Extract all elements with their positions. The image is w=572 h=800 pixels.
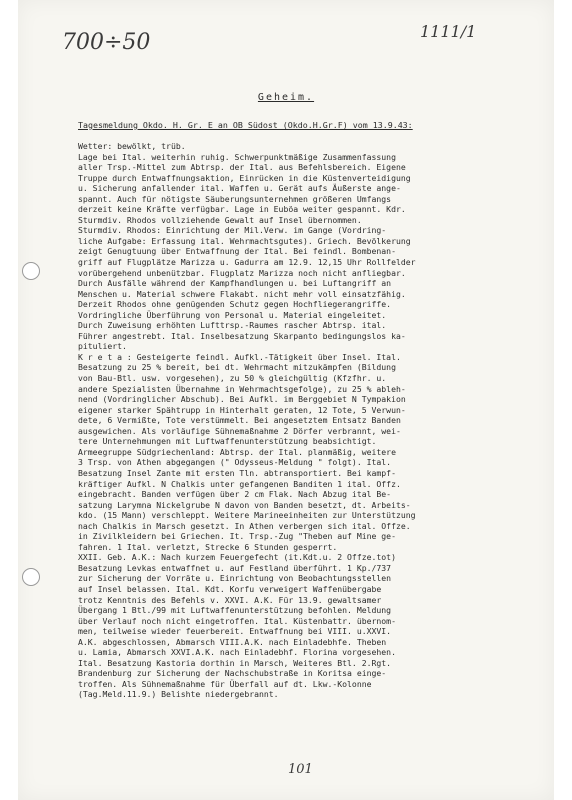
text-line: 3 Trsp. von Athen abgegangen (" Odysseus-Meldung " folgt). Ital. — [78, 457, 392, 468]
text-line: Truppe durch Entwaffnungsaktion, Einrücken in die Küstenverteidigung — [78, 172, 411, 183]
text-line: satzung Larymna Nickelgrube N davon von Banden besetzt, dt. Arbeits- — [78, 499, 411, 510]
text-line: Vordringliche Überführung von Personal u. Material eingeleitet. — [78, 309, 387, 320]
text-line: XXII. Geb. A.K.: Nach kurzem Feuergefecht (it.Kdt.u. 2 Offze.tot) — [78, 552, 396, 563]
text-line: Besatzung Levkas entwaffnet u. auf Festland überführt. 1 Kp./737 — [78, 562, 392, 573]
text-line: men, teilweise wieder feuerbereit. Entwaffnung bei VIII. u.XXVI. — [78, 626, 392, 637]
text-line: griff auf Flugplätze Marizza u. Gadurra am 12.9. 12,15 Uhr Rollfelder — [78, 257, 416, 268]
text-line: auf Insel belassen. Ital. Kdt. Korfu verweigert Waffenübergabe — [78, 583, 382, 594]
text-line: Ital. Besatzung Kastoria dorthin in Marsch, Weiteres Btl. 2.Rgt. — [78, 657, 392, 668]
text-line: (Tag.Meld.11.9.) Belishte niedergebrannt. — [78, 689, 279, 700]
text-line: nach Chalkis in Marsch gesetzt. In Athen verbergen sich ital. Offze. — [78, 520, 411, 531]
text-line: Übergang 1 Btl./99 mit Luftwaffenunterstützung befohlen. Meldung — [78, 605, 392, 616]
document-title: Geheim. — [257, 92, 315, 103]
text-line: Besatzung Insel Zante mit ersten Tln. abtransportiert. Bei kampf- — [78, 467, 396, 478]
text-line: spannt. Auch für nötigste Säuberungsunternehmen größeren Umfangs — [78, 193, 392, 204]
text-line: Armeegruppe Südgriechenland: Abtrsp. der Ital. planmäßig, weitere — [78, 446, 396, 457]
text-line: kräftiger Aufkl. N Chalkis unter gefangenen Banditen 1 ital. Offz. — [78, 478, 401, 489]
text-line: aller Trsp.-Mittel zum Abtrsp. der Ital. aus Befehlsbereich. Eigene — [78, 162, 406, 173]
text-line: in Zivilkleidern bei Griechen. It. Trsp.-Zug "Theben auf Mine ge- — [78, 531, 396, 542]
text-line: u. Sicherung anfallender ital. Waffen u. Gerät aufs Äußerste ange- — [78, 183, 401, 194]
text-line: trotz Kenntnis des Befehls v. XXVI. A.K. Für 13.9. gewaltsamer — [78, 594, 382, 605]
text-line: zur Sicherung der Vorräte u. Einrichtung von Beobachtungsstellen — [78, 573, 392, 584]
text-line: Durch Ausfälle während der Kampfhandlungen u. bei Luftangriff an — [78, 278, 392, 289]
text-line: zeigt Genugtuung über Entwaffnung der Ital. Bei feindl. Bombenan- — [78, 246, 396, 257]
punch-hole — [22, 568, 40, 586]
text-line: Brandenburg zur Sicherung der Nachschubstraße in Koritsa einge- — [78, 668, 387, 679]
report-header: Tagesmeldung Okdo. H. Gr. E an OB Südost (Okdo.H.Gr.F) vom 13.9.43: — [78, 120, 413, 130]
text-line: Sturmdiv. Rhodos vollziehende Gewalt auf Insel übernommen. — [78, 214, 362, 225]
report-body — [78, 141, 552, 700]
text-line: tere Unternehmungen mit Luftwaffenunterstützung beabsichtigt. — [78, 436, 377, 447]
text-line: vorübergehend unbenützbar. Flugplatz Marizza noch nicht anfliegbar. — [78, 267, 406, 278]
handwritten-note: 700÷50 — [62, 30, 151, 55]
text-line: derzeit keine Kräfte verfügbar. Lage in Euböa weiter gespannt. Kdr. — [78, 204, 406, 215]
text-line: kdo. (15 Mann) verschleppt. Weitere Marineeinheiten zur Unterstützung — [78, 510, 416, 521]
text-line: liche Aufgabe: Erfassung ital. Wehrmachtsgutes). Griech. Bevölkerung — [78, 235, 411, 246]
text-line: über Verlauf noch nicht eingetroffen. Ital. Küstenbattr. übernom- — [78, 615, 396, 626]
text-line: andere Spezialisten Übernahme in Wehrmachtsgefolge), zu 25 % ableh- — [78, 383, 406, 394]
text-line: Führer angestrebt. Ital. Inselbesatzung Skarpanto bedingungslos ka- — [78, 330, 406, 341]
text-line: von Bau-Btl. usw. vorgesehen), zu 50 % gleichgültig (Kfzfhr. u. — [78, 373, 387, 384]
text-line: Wetter: bewölkt, trüb. — [78, 141, 186, 151]
text-line: ausgewichen. Als vorläufige Sühnemaßnahme 2 Dörfer verbrannt, wei- — [78, 425, 401, 436]
text-line: Lage bei Ital. weiterhin ruhig. Schwerpunktmäßige Zusammenfassung — [78, 151, 396, 162]
text-line: eingebracht. Banden verfügen über 2 cm Flak. Nach Abzug ital Be- — [78, 489, 392, 500]
text-line: troffen. Als Sühnemaßnahme für Überfall auf dt. Lkw.-Kolonne — [78, 678, 372, 689]
text-line: A.K. abgeschlossen, Abmarsch VIII.A.K. nach Einladebhfe. Theben — [78, 636, 387, 647]
text-line: fahren. 1 Ital. verletzt, Strecke 6 Stunden gesperrt. — [78, 541, 338, 552]
text-line: nend (Vordringlicher Abschub). Bei Aufkl. im Berggebiet N Tympakion — [78, 394, 406, 405]
text-line: K r e t a : Gesteigerte feindl. Aufkl.-Tätigkeit über Insel. Ital. — [78, 351, 401, 362]
text-line: Durch Zuweisung erhöhten Lufttrsp.-Raumes rascher Abtrsp. ital. — [78, 320, 387, 331]
text-line: eigener starker Spähtrupp in Hinterhalt geraten, 12 Tote, 5 Verwun- — [78, 404, 406, 415]
text-line: Sturmdiv. Rhodos: Einrichtung der Mil.Verw. im Gange (Vordring- — [78, 225, 387, 236]
text-line: Besatzung zu 25 % bereit, bei dt. Wehrmacht mitzukämpfen (Bildung — [78, 362, 396, 373]
text-line: pituliert. — [78, 341, 127, 352]
text-line: u. Lamia, Abmarsch XXVI.A.K. nach Einladebhf. Florina vorgesehen. — [78, 647, 396, 658]
text-line: Menschen u. Material schwere Flakabt. nicht mehr voll einsatzfähig. — [78, 288, 406, 299]
handwritten-mark: 1111/1 — [420, 22, 477, 41]
punch-hole — [22, 262, 40, 280]
page-number: 101 — [288, 762, 313, 777]
text-line: Derzeit Rhodos ohne genügenden Schutz gegen Hochfliegerangriffe. — [78, 299, 392, 310]
text-line: dete, 6 Vermißte, Tote verstümmelt. Bei angesetztem Entsatz Banden — [78, 415, 401, 426]
